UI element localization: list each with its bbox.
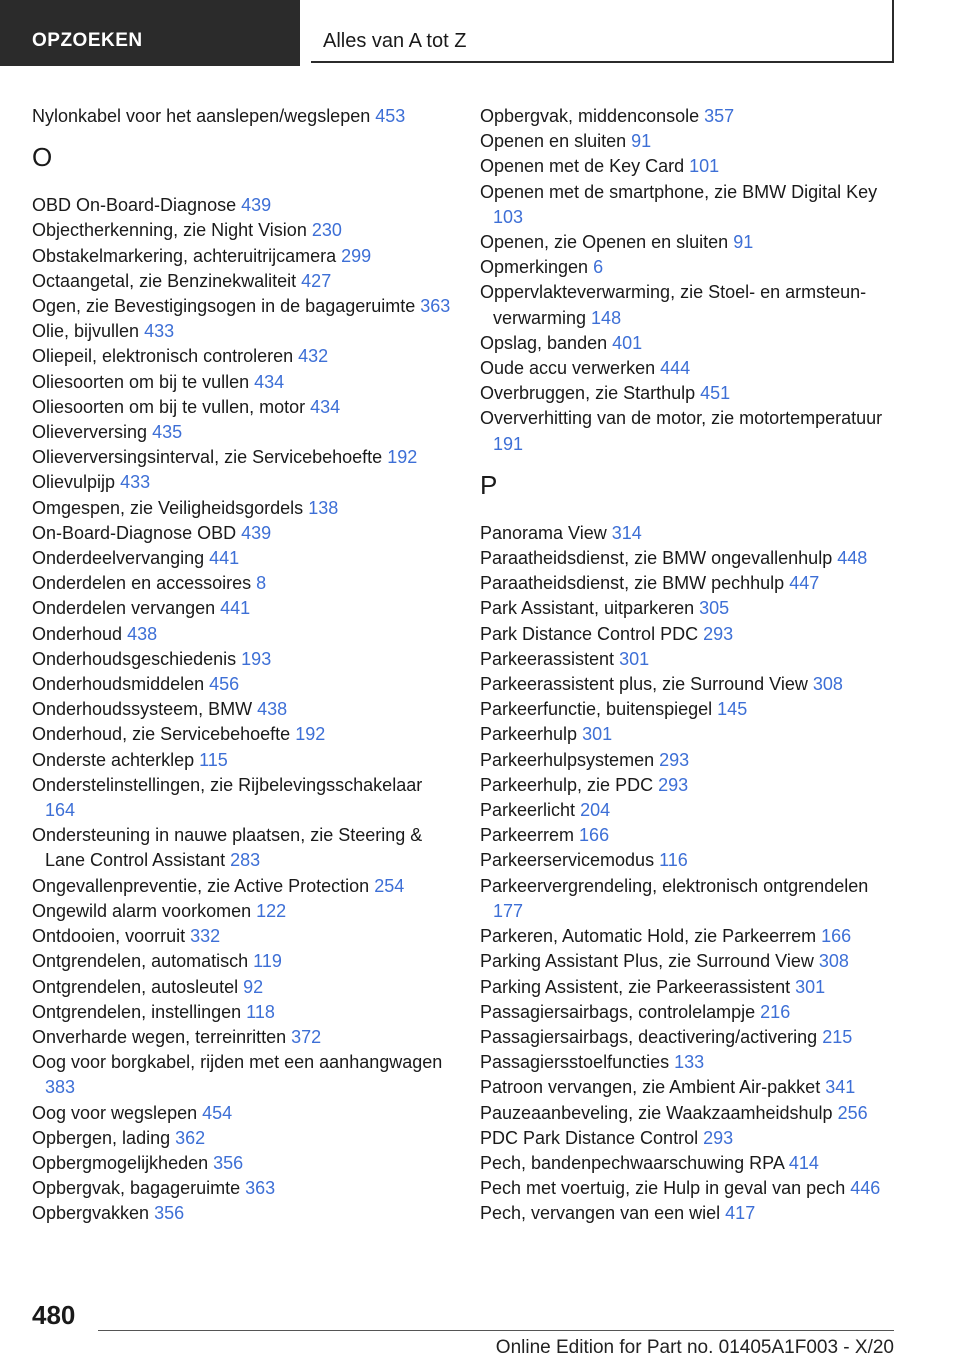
index-entry (480, 1201, 900, 1226)
index-entry-text: Oog voor borgkabel, rijden met een aanhangwagen (32, 1052, 443, 1073)
page-reference-link[interactable]: 363 (420, 296, 451, 317)
page-reference-link[interactable]: 305 (699, 598, 730, 619)
index-entry-text: Onderstelinstellingen, zie Rijbelevingsschakelaar (32, 774, 423, 795)
index-entry-text: Pech, bandenpechwaarschuwing RPA (480, 1152, 784, 1173)
index-entry-text: Ondersteuning in nauwe plaatsen, zie Steering & Lane Control Assistant (32, 825, 423, 871)
index-entry-text: OBD On-Board-Diagnose (32, 195, 237, 216)
index-entry (480, 280, 900, 330)
page-reference-link[interactable]: 441 (220, 598, 251, 619)
header-title: Alles van A tot Z (311, 0, 894, 63)
index-entry (32, 622, 452, 647)
page-reference-link[interactable]: 192 (295, 724, 326, 745)
index-entry-text: Olieverversingsinterval, zie Servicebehoefte (32, 447, 383, 468)
page-reference-link[interactable]: 314 (611, 522, 642, 543)
index-entry-text: Openen, zie Openen en sluiten (480, 232, 729, 253)
page-reference-link[interactable]: 427 (301, 270, 332, 291)
index-entry (480, 571, 900, 596)
index-entry-text: Onderhoudsgeschiedenis (32, 648, 237, 669)
index-entry-text: Parkeerservicemodus (480, 850, 655, 871)
index-entry (32, 899, 452, 924)
page-reference-link[interactable]: 454 (202, 1102, 233, 1123)
index-entry (480, 622, 900, 647)
page-reference-link[interactable]: 116 (659, 850, 688, 871)
index-entry (32, 521, 452, 546)
page-reference-link[interactable]: 145 (717, 699, 748, 720)
index-entry (480, 924, 900, 949)
index-entry (32, 1101, 452, 1126)
page-reference-link[interactable]: 301 (795, 976, 826, 997)
index-entry-text: Ongewild alarm voorkomen (32, 900, 252, 921)
index-entry-text: Onverharde wegen, terreinritten (32, 1026, 287, 1047)
index-entry (32, 697, 452, 722)
index-entry-text: Parkeerassistent plus, zie Surround View (480, 674, 808, 695)
index-entry-text: Ontgrendelen, automatisch (32, 951, 249, 972)
index-entry-text: Oliesoorten om bij te vullen (32, 371, 250, 392)
index-entry-text: Parkeerhulp, zie PDC (480, 774, 654, 795)
page-reference-link[interactable]: 115 (199, 749, 228, 770)
page-reference-link[interactable]: 301 (582, 724, 613, 745)
index-entry (480, 798, 900, 823)
index-entry-text: Parkeren, Automatic Hold, zie Parkeerrem (480, 926, 817, 947)
page-reference-link[interactable]: 92 (243, 976, 264, 997)
index-entry-text: Onderhoudsmiddelen (32, 674, 205, 695)
page-reference-link[interactable]: 356 (213, 1152, 244, 1173)
index-entry (32, 104, 452, 129)
index-entry-text: Patroon vervangen, zie Ambient Air-pakket (480, 1077, 821, 1098)
index-entry (32, 1176, 452, 1201)
page-reference-link[interactable]: 451 (700, 383, 731, 404)
index-entry-text: Onderhoud, zie Servicebehoefte (32, 724, 291, 745)
index-column-right (480, 104, 900, 1227)
page-reference-link[interactable]: 101 (689, 156, 720, 177)
index-entry (480, 104, 900, 129)
index-entry (32, 193, 452, 218)
index-entry (480, 129, 900, 154)
index-entry-text: Objectherkenning, zie Night Vision (32, 220, 307, 241)
page-reference-link[interactable]: 164 (45, 800, 76, 821)
index-entry (32, 571, 452, 596)
page-reference-link[interactable]: 441 (209, 548, 240, 569)
index-entry (480, 697, 900, 722)
index-entry-text: Onderste achterklep (32, 749, 195, 770)
index-entry-text: Parking Assistant Plus, zie Surround View (480, 951, 814, 972)
index-entry (32, 773, 452, 823)
index-entry-text: Omgespen, zie Veiligheidsgordels (32, 497, 304, 518)
index-entry-text: Opbergmogelijkheden (32, 1152, 209, 1173)
index-entry (32, 370, 452, 395)
index-entry (480, 1000, 900, 1025)
page-reference-link[interactable]: 293 (659, 749, 690, 770)
index-entry (480, 1025, 900, 1050)
page-reference-link[interactable]: 363 (245, 1178, 276, 1199)
index-entry (480, 1176, 900, 1201)
page-reference-link[interactable]: 216 (760, 1001, 791, 1022)
page-reference-link[interactable]: 177 (493, 900, 524, 921)
page-reference-link[interactable]: 438 (257, 699, 288, 720)
page-reference-link[interactable]: 448 (837, 548, 868, 569)
page-reference-link[interactable]: 417 (725, 1203, 756, 1224)
page-reference-link[interactable]: 293 (658, 774, 689, 795)
index-entry-text: Onderhoud (32, 623, 123, 644)
index-entry (32, 546, 452, 571)
index-entry-text: Ogen, zie Bevestigingsogen in de bagageruimte (32, 296, 416, 317)
page-reference-link[interactable]: 341 (825, 1077, 856, 1098)
index-entry-text: Ontgrendelen, autosleutel (32, 976, 239, 997)
footer-divider (98, 1330, 894, 1331)
index-entry (480, 154, 900, 179)
page-reference-link[interactable]: 283 (230, 850, 261, 871)
index-entry-text: Oliepeil, elektronisch controleren (32, 346, 294, 367)
index-letter-heading: O (32, 142, 53, 173)
page-reference-link[interactable]: 256 (837, 1102, 868, 1123)
page-reference-link[interactable]: 215 (822, 1026, 853, 1047)
index-entry-text: Opslag, banden (480, 332, 608, 353)
index-entry (480, 672, 900, 697)
page-reference-link[interactable]: 254 (374, 875, 405, 896)
index-entry-text: Opbergvakken (32, 1203, 150, 1224)
page-reference-link[interactable]: 230 (311, 220, 342, 241)
index-entry-text: Ontdooien, voorruit (32, 926, 186, 947)
index-entry (480, 874, 900, 924)
index-entry (32, 1151, 452, 1176)
index-entry-text: Onderhoudssysteem, BMW (32, 699, 253, 720)
index-entry (480, 230, 900, 255)
index-entry (480, 1126, 900, 1151)
index-entry-text: Passagiersairbags, deactivering/activering (480, 1026, 818, 1047)
index-entry-text: Openen met de Key Card (480, 156, 685, 177)
index-entry (32, 1025, 452, 1050)
page-reference-link[interactable]: 148 (591, 307, 622, 328)
page-reference-link[interactable]: 332 (190, 926, 221, 947)
page-reference-link[interactable]: 434 (310, 396, 341, 417)
index-entry-text: Olievulpijp (32, 472, 116, 493)
page-reference-link[interactable]: 356 (154, 1203, 185, 1224)
index-entry-text: Parkeerassistent (480, 648, 615, 669)
page-reference-link[interactable]: 435 (152, 422, 183, 443)
page-reference-link[interactable]: 383 (45, 1077, 76, 1098)
index-entry (480, 975, 900, 1000)
page-reference-link[interactable]: 308 (812, 674, 843, 695)
index-entry-text: Oude accu verwerken (480, 358, 656, 379)
page-reference-link[interactable]: 456 (209, 674, 240, 695)
index-entry-text: Olie, bijvullen (32, 321, 140, 342)
page-reference-link[interactable]: 434 (254, 371, 285, 392)
index-entry (32, 1000, 452, 1025)
index-entry (32, 319, 452, 344)
page-reference-link[interactable]: 122 (256, 900, 287, 921)
index-entry (480, 356, 900, 381)
index-entry (32, 672, 452, 697)
index-entry (480, 949, 900, 974)
index-entry (480, 748, 900, 773)
index-entry (32, 874, 452, 899)
index-entry (32, 975, 452, 1000)
index-entry (480, 1151, 900, 1176)
index-entry (480, 1101, 900, 1126)
index-entry (480, 180, 900, 230)
page-reference-link[interactable]: 138 (308, 497, 339, 518)
page-reference-link[interactable]: 439 (241, 195, 272, 216)
page-reference-link[interactable]: 293 (703, 1127, 734, 1148)
index-entry-text: Ontgrendelen, instellingen (32, 1001, 242, 1022)
index-entry (32, 596, 452, 621)
index-entry-text: Opbergvak, bagageruimte (32, 1178, 241, 1199)
index-entry-text: Opbergen, lading (32, 1127, 171, 1148)
page-reference-link[interactable]: 301 (619, 648, 650, 669)
index-entry-text: On-Board-Diagnose OBD (32, 522, 237, 543)
index-entry-text: Passagiersairbags, controlelampje (480, 1001, 756, 1022)
index-entry (480, 381, 900, 406)
index-entry-text: Opbergvak, middenconsole (480, 106, 700, 126)
index-entry-text: Onderdeelvervanging (32, 548, 205, 569)
index-entry-text: Olieverversing (32, 422, 148, 443)
index-entry (480, 773, 900, 798)
index-entry (32, 269, 452, 294)
index-entry (32, 218, 452, 243)
index-entry-text: Parkeerfunctie, buitenspiegel (480, 699, 713, 720)
page-reference-link[interactable]: 362 (175, 1127, 206, 1148)
index-entry (480, 255, 900, 280)
index-column-left (32, 104, 452, 1227)
index-entry-text: Opmerkingen (480, 257, 589, 278)
page-reference-link[interactable]: 308 (818, 951, 849, 972)
index-entry-text: Parkeerhulp (480, 724, 578, 745)
page-header (0, 0, 960, 66)
page-reference-link[interactable]: 357 (704, 106, 735, 126)
page-reference-link[interactable]: 8 (256, 573, 267, 594)
page-reference-link[interactable]: 444 (660, 358, 691, 379)
index-entry-text: Pech, vervangen van een wiel (480, 1203, 721, 1224)
index-entry-text: Parkeerhulpsystemen (480, 749, 655, 770)
page-reference-link[interactable]: 447 (789, 573, 820, 594)
page-reference-link[interactable]: 432 (298, 346, 329, 367)
index-entry (32, 445, 452, 470)
index-entry (480, 1050, 900, 1075)
index-entry-text: Pech met voertuig, zie Hulp in geval van pech (480, 1178, 846, 1199)
footer-edition: Online Edition for Part no. 01405A1F003 - X/20 (495, 1337, 894, 1358)
index-entry-text: Oververhitting van de motor, zie motortemperatuur (480, 408, 883, 429)
index-entry-text: Nylonkabel voor het aanslepen/wegslepen (32, 106, 371, 126)
page-reference-link[interactable]: 438 (127, 623, 158, 644)
page-reference-link[interactable]: 192 (387, 447, 418, 468)
page-reference-link[interactable]: 6 (593, 257, 604, 278)
index-entry-text: Onderdelen en accessoires (32, 573, 252, 594)
index-entry-text: Panorama View (480, 522, 607, 543)
index-entry-text: Parkeerrem (480, 825, 575, 846)
page-number: 480 (32, 1300, 76, 1330)
index-entry-text: PDC Park Distance Control (480, 1127, 699, 1148)
index-entry (480, 331, 900, 356)
page-reference-link[interactable]: 133 (674, 1052, 705, 1073)
index-entry-text: Openen met de smartphone, zie BMW Digital Key (480, 181, 878, 202)
index-entry (480, 848, 900, 873)
index-entry (32, 1201, 452, 1226)
page-reference-link[interactable]: 91 (631, 131, 652, 152)
index-entry (32, 344, 452, 369)
page-reference-link[interactable]: 372 (291, 1026, 322, 1047)
index-entry (32, 924, 452, 949)
page-reference-link[interactable]: 401 (612, 332, 643, 353)
page-reference-link[interactable]: 191 (493, 433, 524, 454)
index-entry (480, 823, 900, 848)
index-entry (480, 521, 900, 546)
section-tab: OPZOEKEN (0, 0, 300, 66)
index-entry (480, 722, 900, 747)
index-entry (32, 244, 452, 269)
index-entry (480, 647, 900, 672)
index-entry-text: Openen en sluiten (480, 131, 627, 152)
index-entry (480, 596, 900, 621)
page-reference-link[interactable]: 204 (580, 800, 611, 821)
page-reference-link[interactable]: 433 (144, 321, 175, 342)
page-reference-link[interactable]: 293 (703, 623, 734, 644)
index-entry (32, 949, 452, 974)
page-reference-link[interactable]: 433 (120, 472, 151, 493)
page-reference-link[interactable]: 193 (241, 648, 272, 669)
index-entry (32, 748, 452, 773)
index-entry (480, 1075, 900, 1100)
index-entry (32, 420, 452, 445)
index-letter-heading: P (480, 469, 498, 500)
index-entry-text: Onderdelen vervangen (32, 598, 216, 619)
index-entry-text: Oliesoorten om bij te vullen, motor (32, 396, 306, 417)
page-reference-link[interactable]: 118 (246, 1001, 275, 1022)
page-reference-link[interactable]: 166 (579, 825, 610, 846)
index-entry (32, 395, 452, 420)
page-reference-link[interactable]: 453 (375, 106, 406, 126)
index-entry (32, 647, 452, 672)
page-reference-link[interactable]: 414 (788, 1152, 819, 1173)
index-entry (32, 1126, 452, 1151)
index-entry-text: Parkeervergrendeling, elektronisch ontgrendelen (480, 875, 869, 896)
index-entry (32, 294, 452, 319)
index-entry-text: Passagiersstoelfuncties (480, 1052, 670, 1073)
index-entry (32, 496, 452, 521)
page-reference-link[interactable]: 103 (493, 206, 524, 227)
index-entry-text: Paraatheidsdienst, zie BMW ongevallenhulp (480, 548, 833, 569)
page-reference-link[interactable]: 91 (733, 232, 754, 253)
page-reference-link[interactable]: 299 (341, 245, 372, 266)
index-entry (480, 406, 900, 456)
page-reference-link[interactable]: 446 (850, 1178, 881, 1199)
index-entry-text: Obstakelmarkering, achteruitrijcamera (32, 245, 337, 266)
index-entry (32, 470, 452, 495)
index-entry-text: Overbruggen, zie Starthulp (480, 383, 696, 404)
index-entry-text: Parkeerlicht (480, 800, 576, 821)
index-entry-text: Oog voor wegslepen (32, 1102, 198, 1123)
index-entry (480, 546, 900, 571)
index-entry-text: Park Distance Control PDC (480, 623, 699, 644)
index-entry-text: Paraatheidsdienst, zie BMW pechhulp (480, 573, 785, 594)
index-entry (32, 823, 452, 873)
page-reference-link[interactable]: 166 (821, 926, 852, 947)
index-entry-text: Park Assistant, uitparkeren (480, 598, 695, 619)
index-entry-text: Oppervlakteverwarming, zie Stoel- en armsteunverwarming (480, 282, 867, 328)
index-entry (32, 722, 452, 747)
index-entry-text: Ongevallenpreventie, zie Active Protection (32, 875, 370, 896)
index-entry-text: Parking Assistent, zie Parkeerassistent (480, 976, 791, 997)
index-entry-text: Pauzeaanbeveling, zie Waakzaamheidshulp (480, 1102, 833, 1123)
index-entry (32, 1050, 452, 1100)
page-reference-link[interactable]: 439 (241, 522, 272, 543)
page-reference-link[interactable]: 119 (253, 951, 282, 972)
index-entry-text: Octaangetal, zie Benzinekwaliteit (32, 270, 297, 291)
